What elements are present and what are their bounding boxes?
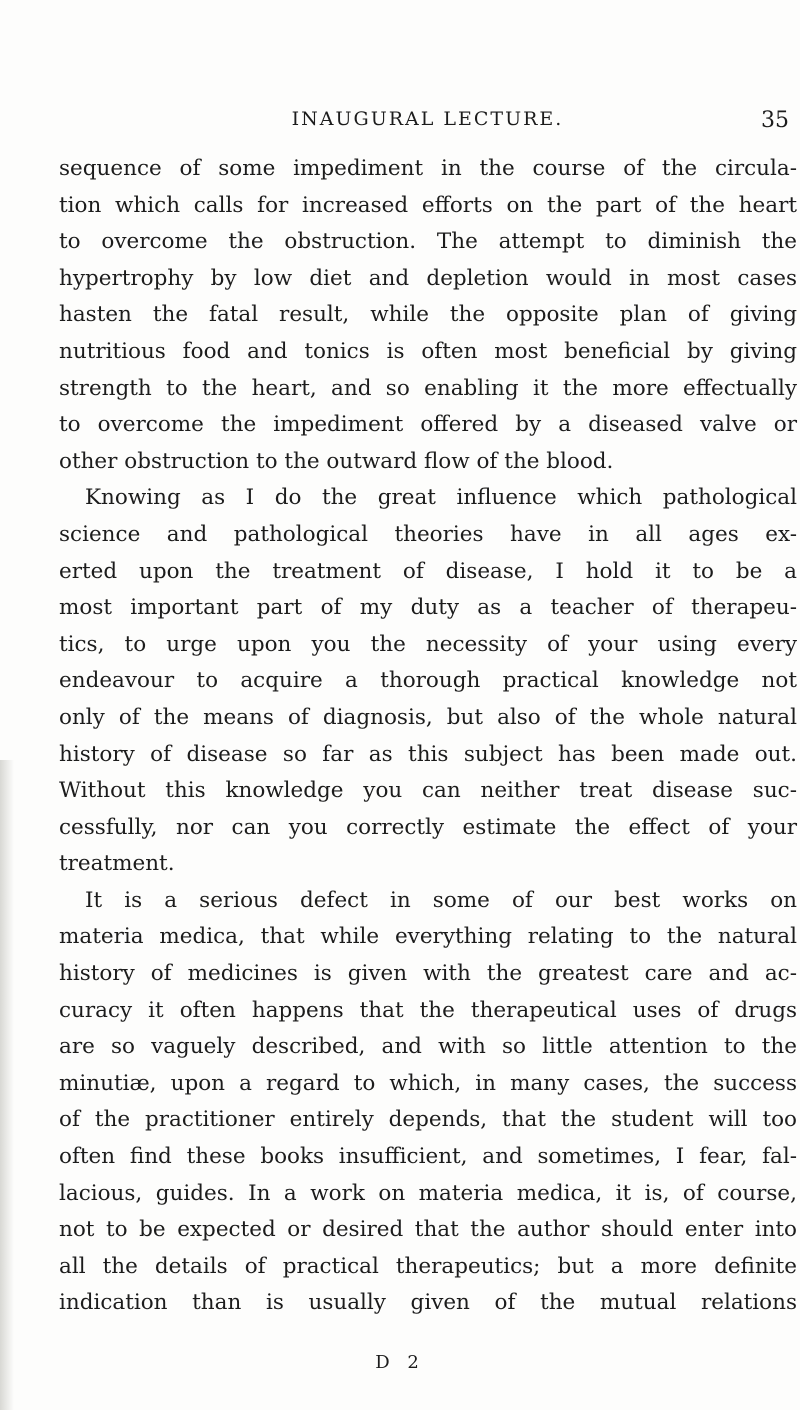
text-line: of the practitioner entirely depends, that the student will too [59,1107,797,1133]
text-line: sequence of some impediment in the course of the circula- [59,156,797,181]
running-head [60,108,795,138]
text-line: treatment. [59,851,175,877]
text-line: erted upon the treatment of disease, I hold it to be a [59,558,797,584]
text-line: strength to the heart, and so enabling it the more effectually [59,375,797,401]
text-line: Without this knowledge you can neither treat disease suc- [59,778,797,804]
text-line: hypertrophy by low diet and depletion would in most cases [59,265,797,291]
text-line: endeavour to acquire a thorough practical knowledge not [59,668,797,694]
text-line: nutritious food and tonics is often most beneficial by giving [59,338,797,364]
text-line: other obstruction to the outward flow of the blood. [59,448,614,474]
text-line: lacious, guides. In a work on materia medica, it is, of course, [59,1180,797,1206]
text-line: tion which calls for increased efforts on the part of the heart [59,192,797,218]
text-line: to overcome the impediment offered by a diseased valve or [59,412,797,438]
text-line: only of the means of diagnosis, but also of the whole natural [59,704,797,730]
text-line: hasten the fatal result, while the opposite plan of giving [59,302,797,328]
text-line: are so vaguely described, and with so little attention to the [59,1034,797,1060]
text-line: materia medica, that while everything relating to the natural [59,924,797,950]
text-line: minutiæ, upon a regard to which, in many cases, the success [59,1070,797,1096]
page-number: 35 [761,108,789,133]
text-line: curacy it often happens that the therapeutical uses of drugs [59,997,797,1023]
text-line: It is a serious defect in some of our best works on [85,887,797,913]
text-line: Knowing as I do the great influence which pathological [85,485,797,511]
binding-shadow [0,760,14,1410]
text-line: history of medicines is given with the greatest care and ac- [59,961,797,987]
text-line: not to be expected or desired that the author should enter into [59,1217,797,1243]
text-line: to overcome the obstruction. The attempt to diminish the [59,229,797,255]
text-line: cessfully, nor can you correctly estimate the effect of your [59,814,797,840]
text-line: indication than is usually given of the mutual relations [59,1290,797,1316]
text-line: most important part of my duty as a teacher of therapeu- [59,595,797,621]
text-line: history of disease so far as this subject has been made out. [59,741,797,767]
signature-mark: D 2 [375,1352,425,1373]
body-text [59,151,797,1322]
text-line: all the details of practical therapeutics; but a more definite [59,1253,797,1279]
text-line: often find these books insufficient, and sometimes, I fear, fal- [59,1144,797,1170]
text-line: science and pathological theories have in all ages ex- [59,521,797,547]
text-line: tics, to urge upon you the necessity of your using every [59,631,797,657]
running-title: INAUGURAL LECTURE. [291,108,564,130]
